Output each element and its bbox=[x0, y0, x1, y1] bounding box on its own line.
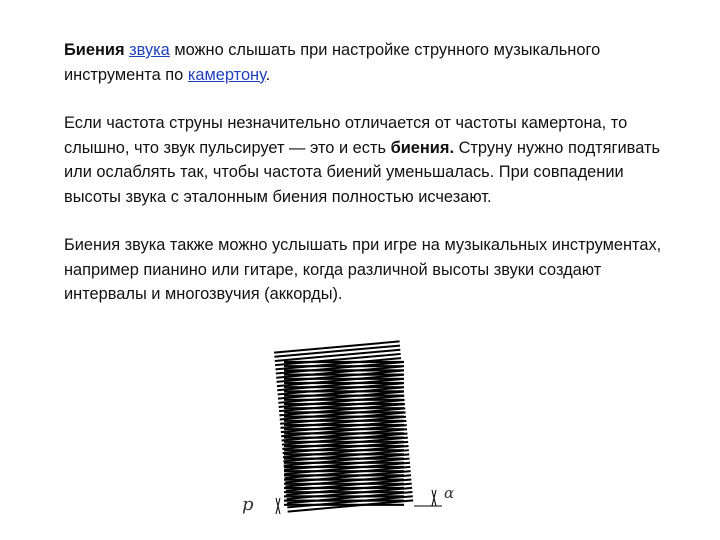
moire-lines-image bbox=[236, 338, 476, 528]
figure-label-alpha: α bbox=[444, 484, 455, 502]
figure-label-p: p bbox=[242, 494, 254, 515]
paragraph-2-text-end: Струну нужно подтягивать или ослаблять так, чтобы частота биений уменьшалась. При совпадении высоты звука с эталонным биения полностью исчезают. bbox=[64, 138, 660, 206]
paragraph-2 bbox=[64, 111, 664, 209]
bold-term-beats: Биения bbox=[64, 41, 125, 59]
paragraph-1-end: . bbox=[265, 65, 271, 84]
moire-figure bbox=[236, 338, 476, 528]
text-block bbox=[64, 38, 664, 331]
paragraph-1-text: можно слышать при настройке струнного музыкального инструмента по bbox=[64, 41, 601, 84]
bold-term-beats-2: биения. bbox=[390, 138, 455, 157]
paragraph-3-text: Биения звука также можно услышать при игре на музыкальных инструментах, например пианино или гитаре, когда различной высоты звуки создают интервалы и многозвучия (аккорды). bbox=[64, 236, 662, 303]
link-tuning-fork[interactable]: камертону bbox=[187, 65, 266, 84]
link-sound[interactable]: звука bbox=[129, 41, 170, 59]
paragraph-1 bbox=[64, 38, 664, 87]
paragraph-3 bbox=[64, 233, 664, 307]
paragraph-2-text-start: Если частота струны незначительно отличается от частоты камертона, то слышно, что звук пульсирует — это и есть bbox=[64, 114, 628, 157]
